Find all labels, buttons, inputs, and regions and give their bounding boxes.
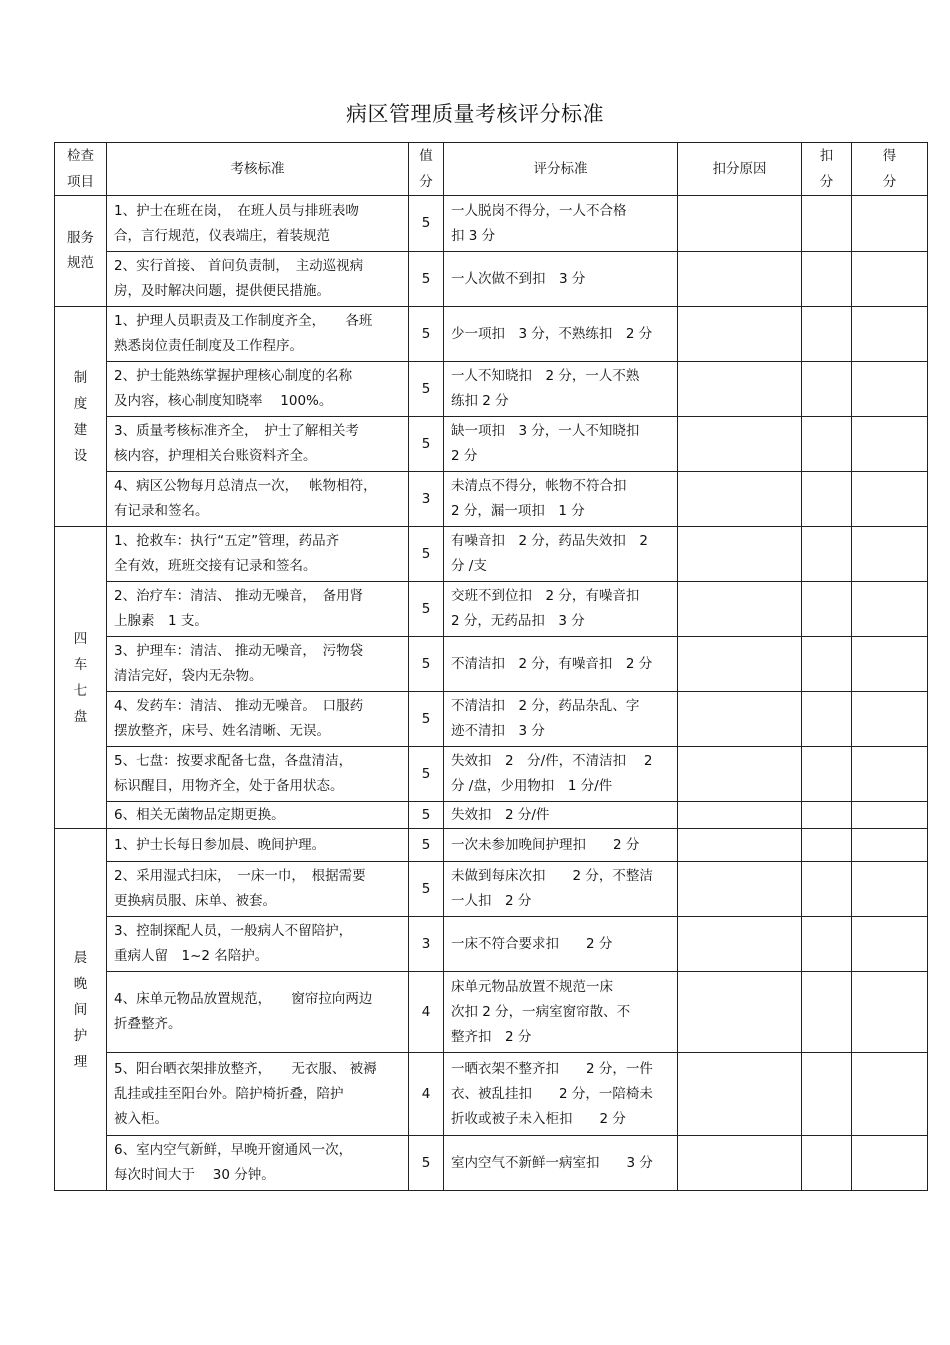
deduct-cell[interactable] <box>802 527 852 582</box>
reason-cell[interactable] <box>678 362 802 417</box>
score-result-cell[interactable] <box>852 472 928 527</box>
score-result-cell[interactable] <box>852 747 928 802</box>
value-cell: 5 <box>409 196 444 252</box>
standard-cell: 1、护士长每日参加晨、晚间护理。 <box>107 829 409 862</box>
scoring-cell: 未清点不得分，帐物不符合扣 2 分，漏一项扣 1 分 <box>444 472 678 527</box>
score-result-cell[interactable] <box>852 802 928 829</box>
deduct-cell[interactable] <box>802 692 852 747</box>
scoring-cell: 不清洁扣 2 分，药品杂乱、字 迹不清扣 3 分 <box>444 692 678 747</box>
score-result-cell[interactable] <box>852 917 928 972</box>
score-result-cell[interactable] <box>852 252 928 307</box>
reason-cell[interactable] <box>678 1053 802 1136</box>
table-row <box>55 802 928 829</box>
value-cell: 5 <box>409 1136 444 1191</box>
category-cell: 晨 晚 间 护 理 <box>55 829 107 1191</box>
table-body <box>55 196 928 1191</box>
value-cell: 5 <box>409 692 444 747</box>
table-row <box>55 417 928 472</box>
deduct-cell[interactable] <box>802 917 852 972</box>
reason-cell[interactable] <box>678 417 802 472</box>
value-cell: 3 <box>409 472 444 527</box>
scoring-cell: 交班不到位扣 2 分，有噪音扣 2 分，无药品扣 3 分 <box>444 582 678 637</box>
table-row <box>55 362 928 417</box>
table-row <box>55 917 928 972</box>
value-cell: 5 <box>409 802 444 829</box>
table-row <box>55 252 928 307</box>
standard-cell: 3、质量考核标准齐全， 护士了解相关考 核内容，护理相关台账资料齐全。 <box>107 417 409 472</box>
scoring-cell: 一次未参加晚间护理扣 2 分 <box>444 829 678 862</box>
standard-cell: 6、室内空气新鲜，早晚开窗通风一次， 每次时间大于 30 分钟。 <box>107 1136 409 1191</box>
header-row <box>55 143 928 196</box>
value-cell: 3 <box>409 917 444 972</box>
deduct-cell[interactable] <box>802 637 852 692</box>
scoring-cell: 不清洁扣 2 分，有噪音扣 2 分 <box>444 637 678 692</box>
value-cell: 5 <box>409 307 444 362</box>
score-result-cell[interactable] <box>852 307 928 362</box>
category-cell: 服务 规范 <box>55 196 107 307</box>
header-standard: 考核标准 <box>107 143 409 196</box>
reason-cell[interactable] <box>678 692 802 747</box>
header-deduct: 扣 分 <box>802 143 852 196</box>
reason-cell[interactable] <box>678 917 802 972</box>
standard-cell: 6、相关无菌物品定期更换。 <box>107 802 409 829</box>
table-row <box>55 692 928 747</box>
deduct-cell[interactable] <box>802 747 852 802</box>
value-cell: 5 <box>409 527 444 582</box>
scoring-cell: 未做到每床次扣 2 分，不整洁 一人扣 2 分 <box>444 862 678 917</box>
standard-cell: 4、病区公物每月总清点一次， 帐物相符， 有记录和签名。 <box>107 472 409 527</box>
value-cell: 5 <box>409 829 444 862</box>
standard-cell: 1、抢救车：执行“五定”管理，药品齐 全有效，班班交接有记录和签名。 <box>107 527 409 582</box>
reason-cell[interactable] <box>678 862 802 917</box>
reason-cell[interactable] <box>678 196 802 252</box>
table-row <box>55 582 928 637</box>
scoring-cell: 一人脱岗不得分，一人不合格 扣 3 分 <box>444 196 678 252</box>
score-result-cell[interactable] <box>852 362 928 417</box>
reason-cell[interactable] <box>678 1136 802 1191</box>
reason-cell[interactable] <box>678 582 802 637</box>
score-result-cell[interactable] <box>852 637 928 692</box>
table-row <box>55 472 928 527</box>
scoring-cell: 室内空气不新鲜一病室扣 3 分 <box>444 1136 678 1191</box>
standard-cell: 2、实行首接、 首问负责制， 主动巡视病 房，及时解决问题，提供便民措施。 <box>107 252 409 307</box>
table-row <box>55 862 928 917</box>
table-row <box>55 1136 928 1191</box>
reason-cell[interactable] <box>678 747 802 802</box>
score-result-cell[interactable] <box>852 582 928 637</box>
score-result-cell[interactable] <box>852 692 928 747</box>
standard-cell: 2、治疗车：清洁、 推动无噪音， 备用肾 上腺素 1 支。 <box>107 582 409 637</box>
scoring-cell: 一人次做不到扣 3 分 <box>444 252 678 307</box>
scoring-cell: 缺一项扣 3 分，一人不知晓扣 2 分 <box>444 417 678 472</box>
value-cell: 5 <box>409 862 444 917</box>
header-scoring: 评分标准 <box>444 143 678 196</box>
scoring-cell: 失效扣 2 分/件 <box>444 802 678 829</box>
scoring-cell: 失效扣 2 分/件，不清洁扣 2 分 /盘，少用物扣 1 分/件 <box>444 747 678 802</box>
score-result-cell[interactable] <box>852 862 928 917</box>
score-result-cell[interactable] <box>852 1053 928 1136</box>
standard-cell: 1、护士在班在岗， 在班人员与排班表吻 合，言行规范，仪表端庄，着装规范 <box>107 196 409 252</box>
deduct-cell[interactable] <box>802 862 852 917</box>
reason-cell[interactable] <box>678 472 802 527</box>
category-cell: 制 度 建 设 <box>55 307 107 527</box>
value-cell: 5 <box>409 252 444 307</box>
table-row <box>55 527 928 582</box>
header-value: 值 分 <box>409 143 444 196</box>
page-title: 病区管理质量考核评分标准 <box>346 102 604 126</box>
table-row <box>55 747 928 802</box>
deduct-cell[interactable] <box>802 362 852 417</box>
scoring-cell: 床单元物品放置不规范一床 次扣 2 分，一病室窗帘散、不 整齐扣 2 分 <box>444 972 678 1053</box>
reason-cell[interactable] <box>678 307 802 362</box>
scoring-cell: 一床不符合要求扣 2 分 <box>444 917 678 972</box>
value-cell: 5 <box>409 417 444 472</box>
value-cell: 5 <box>409 747 444 802</box>
reason-cell[interactable] <box>678 829 802 862</box>
score-result-cell[interactable] <box>852 417 928 472</box>
table-row <box>55 196 928 252</box>
table-row <box>55 637 928 692</box>
table-row <box>55 829 928 862</box>
value-cell: 5 <box>409 637 444 692</box>
table-row <box>55 972 928 1053</box>
deduct-cell[interactable] <box>802 307 852 362</box>
score-result-cell[interactable] <box>852 196 928 252</box>
standard-cell: 4、发药车：清洁、 推动无噪音。 口服药 摆放整齐，床号、姓名清晰、无误。 <box>107 692 409 747</box>
table-row <box>55 1053 928 1136</box>
scoring-cell: 有噪音扣 2 分，药品失效扣 2 分 /支 <box>444 527 678 582</box>
standard-cell: 1、护理人员职责及工作制度齐全， 各班 熟悉岗位责任制度及工作程序。 <box>107 307 409 362</box>
category-cell: 四 车 七 盘 <box>55 527 107 829</box>
standard-cell: 5、阳台晒衣架排放整齐， 无衣服、 被褥 乱挂或挂至阳台外。陪护椅折叠，陪护 被入柜。 <box>107 1053 409 1136</box>
standard-cell: 2、护士能熟练掌握护理核心制度的名称 及内容，核心制度知晓率 100%。 <box>107 362 409 417</box>
reason-cell[interactable] <box>678 637 802 692</box>
score-result-cell[interactable] <box>852 972 928 1053</box>
deduct-cell[interactable] <box>802 972 852 1053</box>
score-result-cell[interactable] <box>852 1136 928 1191</box>
scoring-cell: 少一项扣 3 分，不熟练扣 2 分 <box>444 307 678 362</box>
deduct-cell[interactable] <box>802 829 852 862</box>
standard-cell: 3、护理车：清洁、 推动无噪音， 污物袋 清洁完好，袋内无杂物。 <box>107 637 409 692</box>
value-cell: 5 <box>409 582 444 637</box>
table-row <box>55 307 928 362</box>
standard-cell: 5、七盘：按要求配备七盘，各盘清洁， 标识醒目，用物齐全，处于备用状态。 <box>107 747 409 802</box>
reason-cell[interactable] <box>678 252 802 307</box>
deduct-cell[interactable] <box>802 252 852 307</box>
scoring-cell: 一晒衣架不整齐扣 2 分，一件 衣、被乱挂扣 2 分，一陪椅未 折收或被子未入柜扣 2 分 <box>444 1053 678 1136</box>
score-result-cell[interactable] <box>852 829 928 862</box>
header-reason: 扣分原因 <box>678 143 802 196</box>
header-item: 检查 项目 <box>55 143 107 196</box>
reason-cell[interactable] <box>678 972 802 1053</box>
deduct-cell[interactable] <box>802 1136 852 1191</box>
header-score: 得 分 <box>852 143 928 196</box>
value-cell: 5 <box>409 362 444 417</box>
deduct-cell[interactable] <box>802 417 852 472</box>
standard-cell: 3、控制探配人员，一般病人不留陪护， 重病人留 1~2 名陪护。 <box>107 917 409 972</box>
standard-cell: 2、采用湿式扫床， 一床一巾， 根据需要 更换病员服、床单、被套。 <box>107 862 409 917</box>
reason-cell[interactable] <box>678 802 802 829</box>
deduct-cell[interactable] <box>802 472 852 527</box>
value-cell: 4 <box>409 972 444 1053</box>
score-result-cell[interactable] <box>852 527 928 582</box>
scoring-table <box>54 142 928 1191</box>
deduct-cell[interactable] <box>802 802 852 829</box>
value-cell: 4 <box>409 1053 444 1136</box>
deduct-cell[interactable] <box>802 582 852 637</box>
scoring-cell: 一人不知晓扣 2 分，一人不熟 练扣 2 分 <box>444 362 678 417</box>
deduct-cell[interactable] <box>802 1053 852 1136</box>
standard-cell: 4、床单元物品放置规范， 窗帘拉向两边 折叠整齐。 <box>107 972 409 1053</box>
deduct-cell[interactable] <box>802 196 852 252</box>
reason-cell[interactable] <box>678 527 802 582</box>
